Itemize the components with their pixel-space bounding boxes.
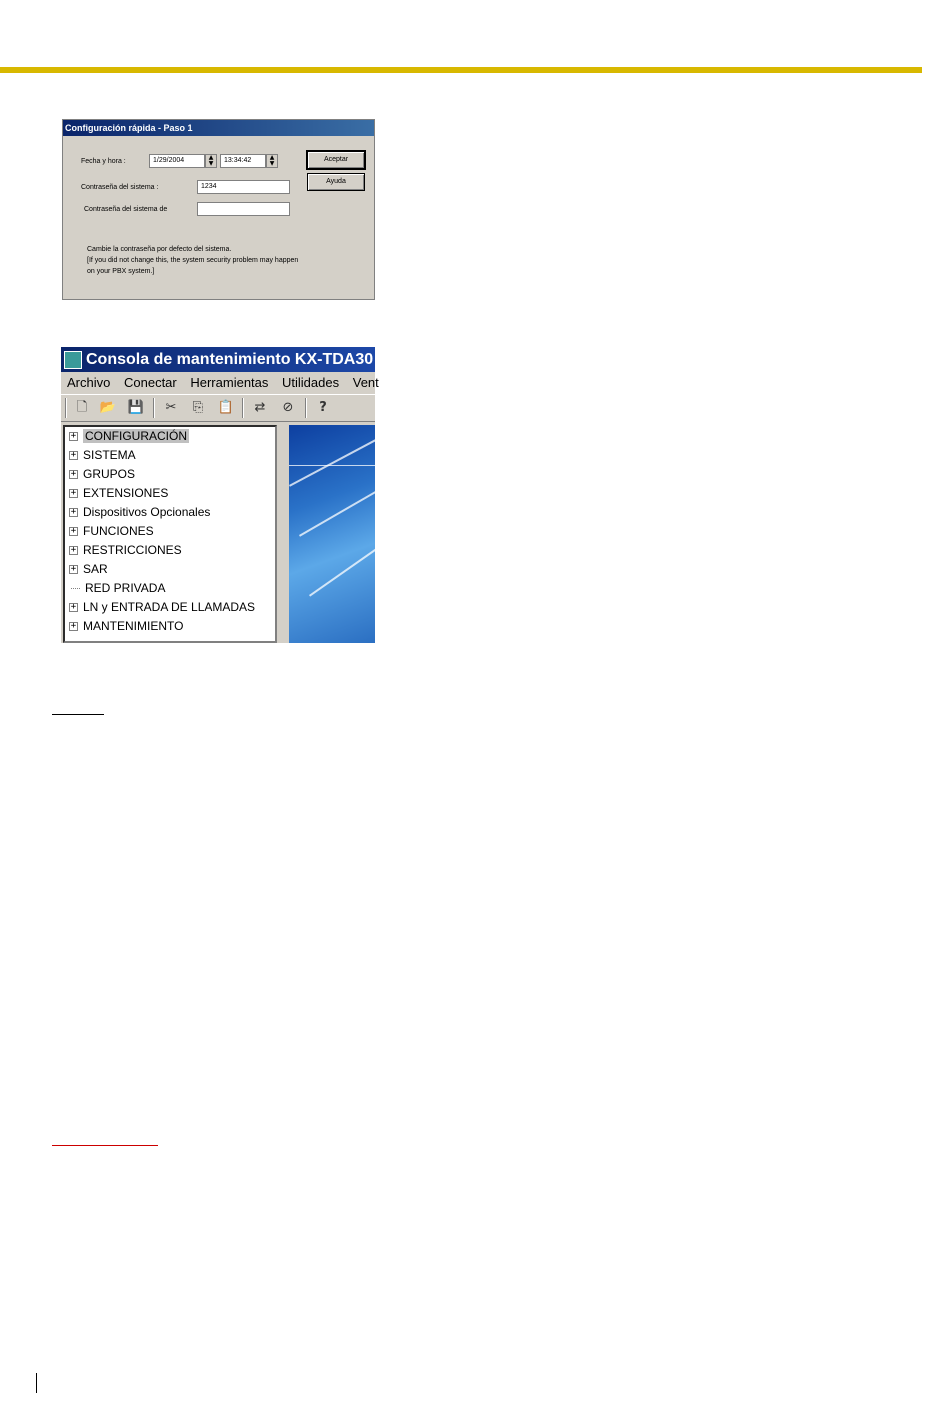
spin-up-icon[interactable]: ▲ [269, 154, 275, 161]
tree-item-label: MANTENIMIENTO [83, 619, 184, 633]
tree-item-label: LN y ENTRADA DE LLAMADAS [83, 600, 256, 614]
paste-icon[interactable]: 📋 [217, 400, 235, 415]
cut-icon[interactable]: ✂ [165, 400, 177, 415]
help-icon[interactable]: ? [319, 400, 327, 415]
menu-archivo[interactable]: Archivo [67, 375, 111, 390]
tree-item-configuracion[interactable] [69, 428, 189, 445]
expand-icon[interactable]: + [70, 450, 77, 461]
note-line: on your PBX system.] [87, 268, 155, 275]
expand-icon[interactable]: + [70, 545, 77, 556]
tree-item-ln-entrada[interactable] [69, 599, 255, 616]
new-icon[interactable]: 🗋 [76, 400, 88, 415]
system-password-field[interactable]: 1234 [197, 180, 290, 194]
note-line: Cambie la contraseña por defecto del sistema. [87, 246, 232, 253]
tree-item-restricciones[interactable] [69, 542, 182, 559]
system-password-label: Contraseña del sistema : [81, 184, 159, 191]
dialog-title: Configuración rápida - Paso 1 [63, 120, 374, 136]
toolbar [61, 394, 375, 422]
menu-ventana[interactable]: Vent [352, 375, 379, 390]
console-title: Consola de mantenimiento KX-TDA30 [86, 351, 374, 368]
date-field[interactable]: 1/29/2004 [149, 154, 205, 168]
expand-icon[interactable]: + [70, 526, 77, 537]
tree-item-label: CONFIGURACIÓN [85, 429, 187, 443]
tree-item-label: GRUPOS [83, 467, 136, 481]
tree-item-grupos[interactable] [69, 466, 135, 483]
tree-item-sistema[interactable] [69, 447, 136, 464]
toolbar-separator [65, 398, 67, 418]
expand-icon[interactable]: + [70, 507, 77, 518]
tree-item-label: SAR [83, 562, 108, 576]
time-field[interactable]: 13:34:42 [220, 154, 266, 168]
connect-icon[interactable]: ⇄ [254, 400, 266, 415]
menu-conectar[interactable]: Conectar [123, 375, 177, 390]
light-streak [299, 480, 395, 537]
system-password2-field[interactable] [197, 202, 290, 216]
disconnect-icon[interactable]: ⊘ [282, 400, 294, 415]
tree-item-label: FUNCIONES [83, 524, 154, 538]
tree-item-funciones[interactable] [69, 523, 154, 540]
pane-splitter[interactable] [278, 425, 286, 643]
tree-item-mantenimiento[interactable] [69, 618, 183, 635]
light-streak [309, 543, 384, 596]
password-note [87, 244, 298, 277]
tree-item-extensiones[interactable] [69, 485, 168, 502]
tree-item-red-privada[interactable] [69, 580, 165, 597]
spin-down-icon[interactable]: ▼ [269, 160, 275, 167]
quick-setup-dialog [62, 119, 375, 300]
app-icon [64, 351, 82, 369]
console-title-bar [61, 347, 375, 372]
note-line: [If you did not change this, the system security problem may happen [87, 257, 299, 264]
copy-icon[interactable]: ⎘ [192, 400, 204, 415]
menu-herramientas[interactable]: Herramientas [190, 375, 269, 390]
toolbar-separator [305, 398, 307, 418]
tree-item-label: RESTRICCIONES [83, 543, 182, 557]
expand-icon[interactable]: + [70, 488, 77, 499]
tree-item-label: RED PRIVADA [85, 581, 166, 595]
open-icon[interactable]: 📂 [99, 400, 117, 415]
time-spinner[interactable] [266, 154, 278, 168]
background-image [289, 425, 375, 643]
header-rule [0, 67, 922, 73]
note-separator [52, 714, 104, 715]
tree-connector [71, 588, 80, 589]
menu-bar [61, 372, 379, 393]
tree-item-label: EXTENSIONES [83, 486, 169, 500]
tree-item-dispositivos[interactable] [69, 504, 210, 521]
red-separator [52, 1145, 158, 1146]
tree-item-label: Dispositivos Opcionales [83, 505, 211, 519]
menu-utilidades[interactable]: Utilidades [282, 375, 340, 390]
save-icon[interactable]: 💾 [127, 400, 145, 415]
maintenance-console-window [61, 347, 379, 643]
expand-icon[interactable]: + [70, 602, 77, 613]
expand-icon[interactable]: + [70, 564, 77, 575]
system-password2-label: Contraseña del sistema de [84, 206, 168, 213]
toolbar-separator [242, 398, 244, 418]
page-edge-bar [36, 1373, 37, 1393]
expand-icon[interactable]: + [70, 621, 77, 632]
accept-button[interactable]: Aceptar [307, 151, 365, 169]
expand-icon[interactable]: + [70, 431, 77, 442]
light-streak [289, 465, 379, 466]
tree-item-label: SISTEMA [83, 448, 136, 462]
spin-down-icon[interactable]: ▼ [208, 160, 214, 167]
date-time-label: Fecha y hora : [81, 158, 126, 165]
date-spinner[interactable] [205, 154, 217, 168]
toolbar-separator [153, 398, 155, 418]
tree-item-sar[interactable] [69, 561, 108, 578]
expand-icon[interactable]: + [70, 469, 77, 480]
spin-up-icon[interactable]: ▲ [208, 154, 214, 161]
light-streak [289, 429, 396, 487]
settings-tree [63, 425, 277, 643]
help-button[interactable]: Ayuda [307, 173, 365, 191]
